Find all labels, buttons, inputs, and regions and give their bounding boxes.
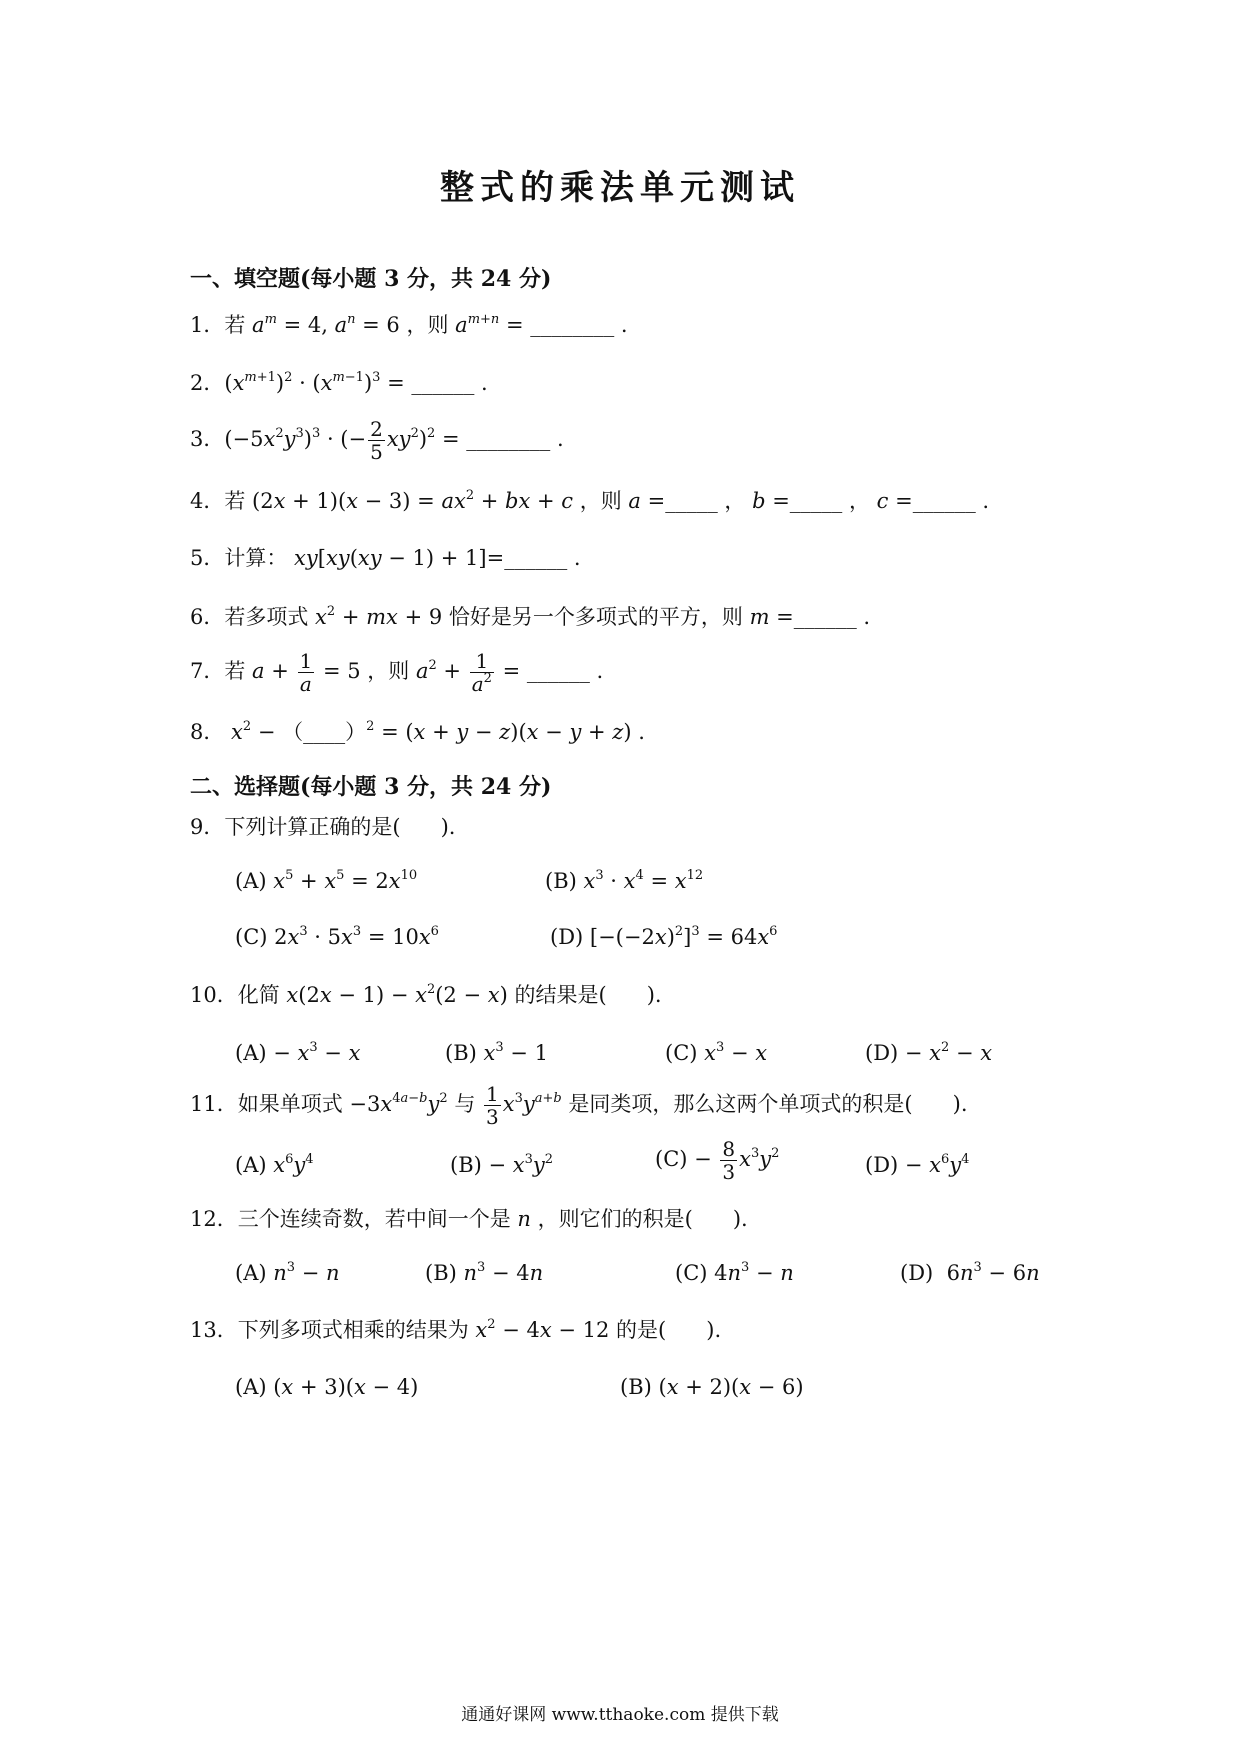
q11-option-c[interactable]: (C) − $\frac{8}{3}$ $x^3y^2$: [655, 1137, 780, 1184]
question-13: 13．下列多项式相乘的结果为 $x^2 - 4x - 12$ 的是( ).: [190, 1317, 722, 1342]
question-7: 7．若 a + $\frac{1}{a}$ = 5 ，则 $a^2$ + $\frac{1}{a^2}$ = ______ .: [190, 649, 604, 696]
fraction: $\frac{2}{5}$: [370, 417, 383, 464]
q9-option-d[interactable]: (D) $[-(-2x)^2]^3 = 64x^6$: [550, 924, 778, 949]
question-2: 2．$(x^{m+1})^2 \cdot (x^{m-1})^3$ = ______ .: [190, 370, 488, 395]
question-12: 12．三个连续奇数，若中间一个是 n ，则它们的积是( ).: [190, 1207, 748, 1231]
section-fill-in-blank: 一、填空题(每小题 3 分，共 24 分): [190, 266, 552, 292]
q11-option-b[interactable]: $(B) - x^3y^2$: [450, 1152, 554, 1177]
page-title: 整式的乘法单元测试: [440, 168, 800, 208]
q9-option-c[interactable]: (C) $2x^3 \cdot 5x^3 = 10x^6$: [235, 924, 439, 949]
question-11: 11．如果单项式 $-3x^{4a-b}y^2$ 与 $\frac{1}{3}$ $x^3y^{a+b}$ 是同类项，那么这两个单项式的积是( ).: [190, 1082, 968, 1129]
q10-option-d[interactable]: $(D) - x^2 - x$: [865, 1040, 993, 1065]
q12-option-d[interactable]: (D) $6n^3 - 6n$: [900, 1260, 1040, 1285]
q13-option-b[interactable]: (B) (x + 2)(x − 6): [620, 1375, 804, 1399]
question-4: 4．若 $(2x + 1)(x - 3) = ax^2$ + bx + c ，则 a =_____ ， b =_____ ， c =______ .: [190, 488, 990, 513]
q12-option-c[interactable]: (C) $4n^3 - n$: [675, 1260, 794, 1285]
question-8: 8． $x^2$ − （____）$^2$ = (x + y − z)(x − y + z) .: [190, 719, 645, 744]
q10-option-c[interactable]: (C) $x^3 - x$: [665, 1040, 768, 1065]
fraction: $\frac{8}{3}$: [722, 1137, 736, 1184]
fraction: $\frac{1}{a}$: [299, 649, 313, 696]
q11-option-d[interactable]: $(D) - x^6y^4$: [865, 1152, 970, 1177]
question-9: 9．下列计算正确的是( ).: [190, 815, 456, 839]
q9-option-a[interactable]: (A) $x^5 + x^5 = 2x^{10}$: [235, 868, 418, 893]
q12-option-a[interactable]: (A) $n^3 - n$: [235, 1260, 340, 1285]
question-1: 1．若 $a^m = 4$, $a^n = 6$ ，则 $a^{m+n}$ = ________ .: [190, 312, 628, 337]
q13-option-a[interactable]: (A) (x + 3)(x − 4): [235, 1375, 419, 1399]
question-5: 5．计算： xy[xy(xy − 1) + 1]=______ .: [190, 546, 581, 570]
section-multiple-choice: 二、选择题(每小题 3 分，共 24 分): [190, 774, 552, 800]
q10-option-a[interactable]: $(A) - x^3 - x$: [235, 1040, 361, 1065]
q9-option-b[interactable]: (B) $x^3 \cdot x^4 = x^{12}$: [545, 868, 704, 893]
q10-option-b[interactable]: (B) $x^3 - 1$: [445, 1040, 548, 1065]
question-10: 10．化简 $x(2x - 1) - x^2(2 - x)$ 的结果是( ).: [190, 982, 662, 1007]
fraction: $\frac{1}{a^2}$: [471, 649, 492, 696]
footer-credit: 通通好课网 www.tthaoke.com 提供下载: [461, 1705, 779, 1725]
fraction: $\frac{1}{3}$: [486, 1082, 499, 1129]
q11-option-a[interactable]: (A) $x^6y^4$: [235, 1152, 314, 1177]
q12-option-b[interactable]: (B) $n^3 - 4n$: [425, 1260, 544, 1285]
question-3: 3．$(-5x^2y^3)^3$ · (− $\frac{2}{5}$ $xy^2)^2$ = ________ .: [190, 417, 564, 464]
question-6: 6．若多项式 $x^2$ + mx + 9 恰好是另一个多项式的平方，则 m =______ .: [190, 604, 871, 629]
